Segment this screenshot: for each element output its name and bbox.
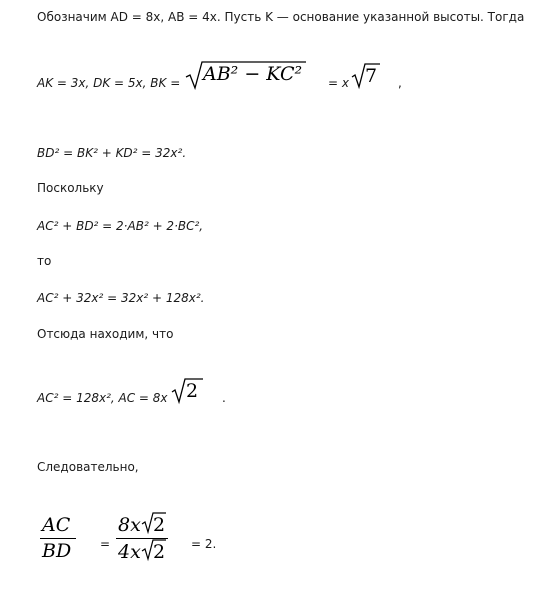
result-equals-2: = 2. [191, 537, 217, 551]
sledovatelno-line: Следовательно, [37, 460, 139, 474]
parallelogram-identity-line: AC² + BD² = 2·AB² + 2·BC², [37, 219, 204, 233]
equals-sign: = [100, 537, 111, 551]
frac-ac-numerator: AC [42, 514, 71, 536]
bd-squared-line: BD² = BK² + KD² = 32x². [37, 146, 187, 160]
sqrt-ab-kc-radicand: AB² − KC² [203, 63, 303, 85]
comma: , [398, 76, 402, 90]
ac-result-text: AC² = 128x², AC = 8x [37, 391, 168, 405]
frac2-den-coef: 4x [118, 541, 141, 563]
frac2-num-radicand: 2 [153, 514, 166, 536]
fraction-bar-ac-bd [40, 538, 76, 539]
period: . [222, 391, 226, 405]
to-line: то [37, 254, 52, 268]
sqrt-2-radicand: 2 [186, 380, 199, 402]
bk-expression-text: AK = 3x, DK = 5x, BK = [37, 76, 181, 90]
intro-line: Обозначим AD = 8x, AB = 4x. Пусть K — основание указанной высоты. Тогда [37, 10, 525, 24]
frac-bd-denominator: BD [42, 540, 72, 562]
ac-equation-line: AC² + 32x² = 32x² + 128x². [37, 291, 205, 305]
poskolku-line: Поскольку [37, 181, 104, 195]
sqrt-7-radicand: 7 [365, 65, 378, 87]
equals-x: = x [328, 76, 349, 90]
frac2-den-radicand: 2 [153, 541, 166, 563]
otsyuda-line: Отсюда находим, что [37, 327, 174, 341]
frac2-num-coef: 8x [118, 514, 141, 536]
